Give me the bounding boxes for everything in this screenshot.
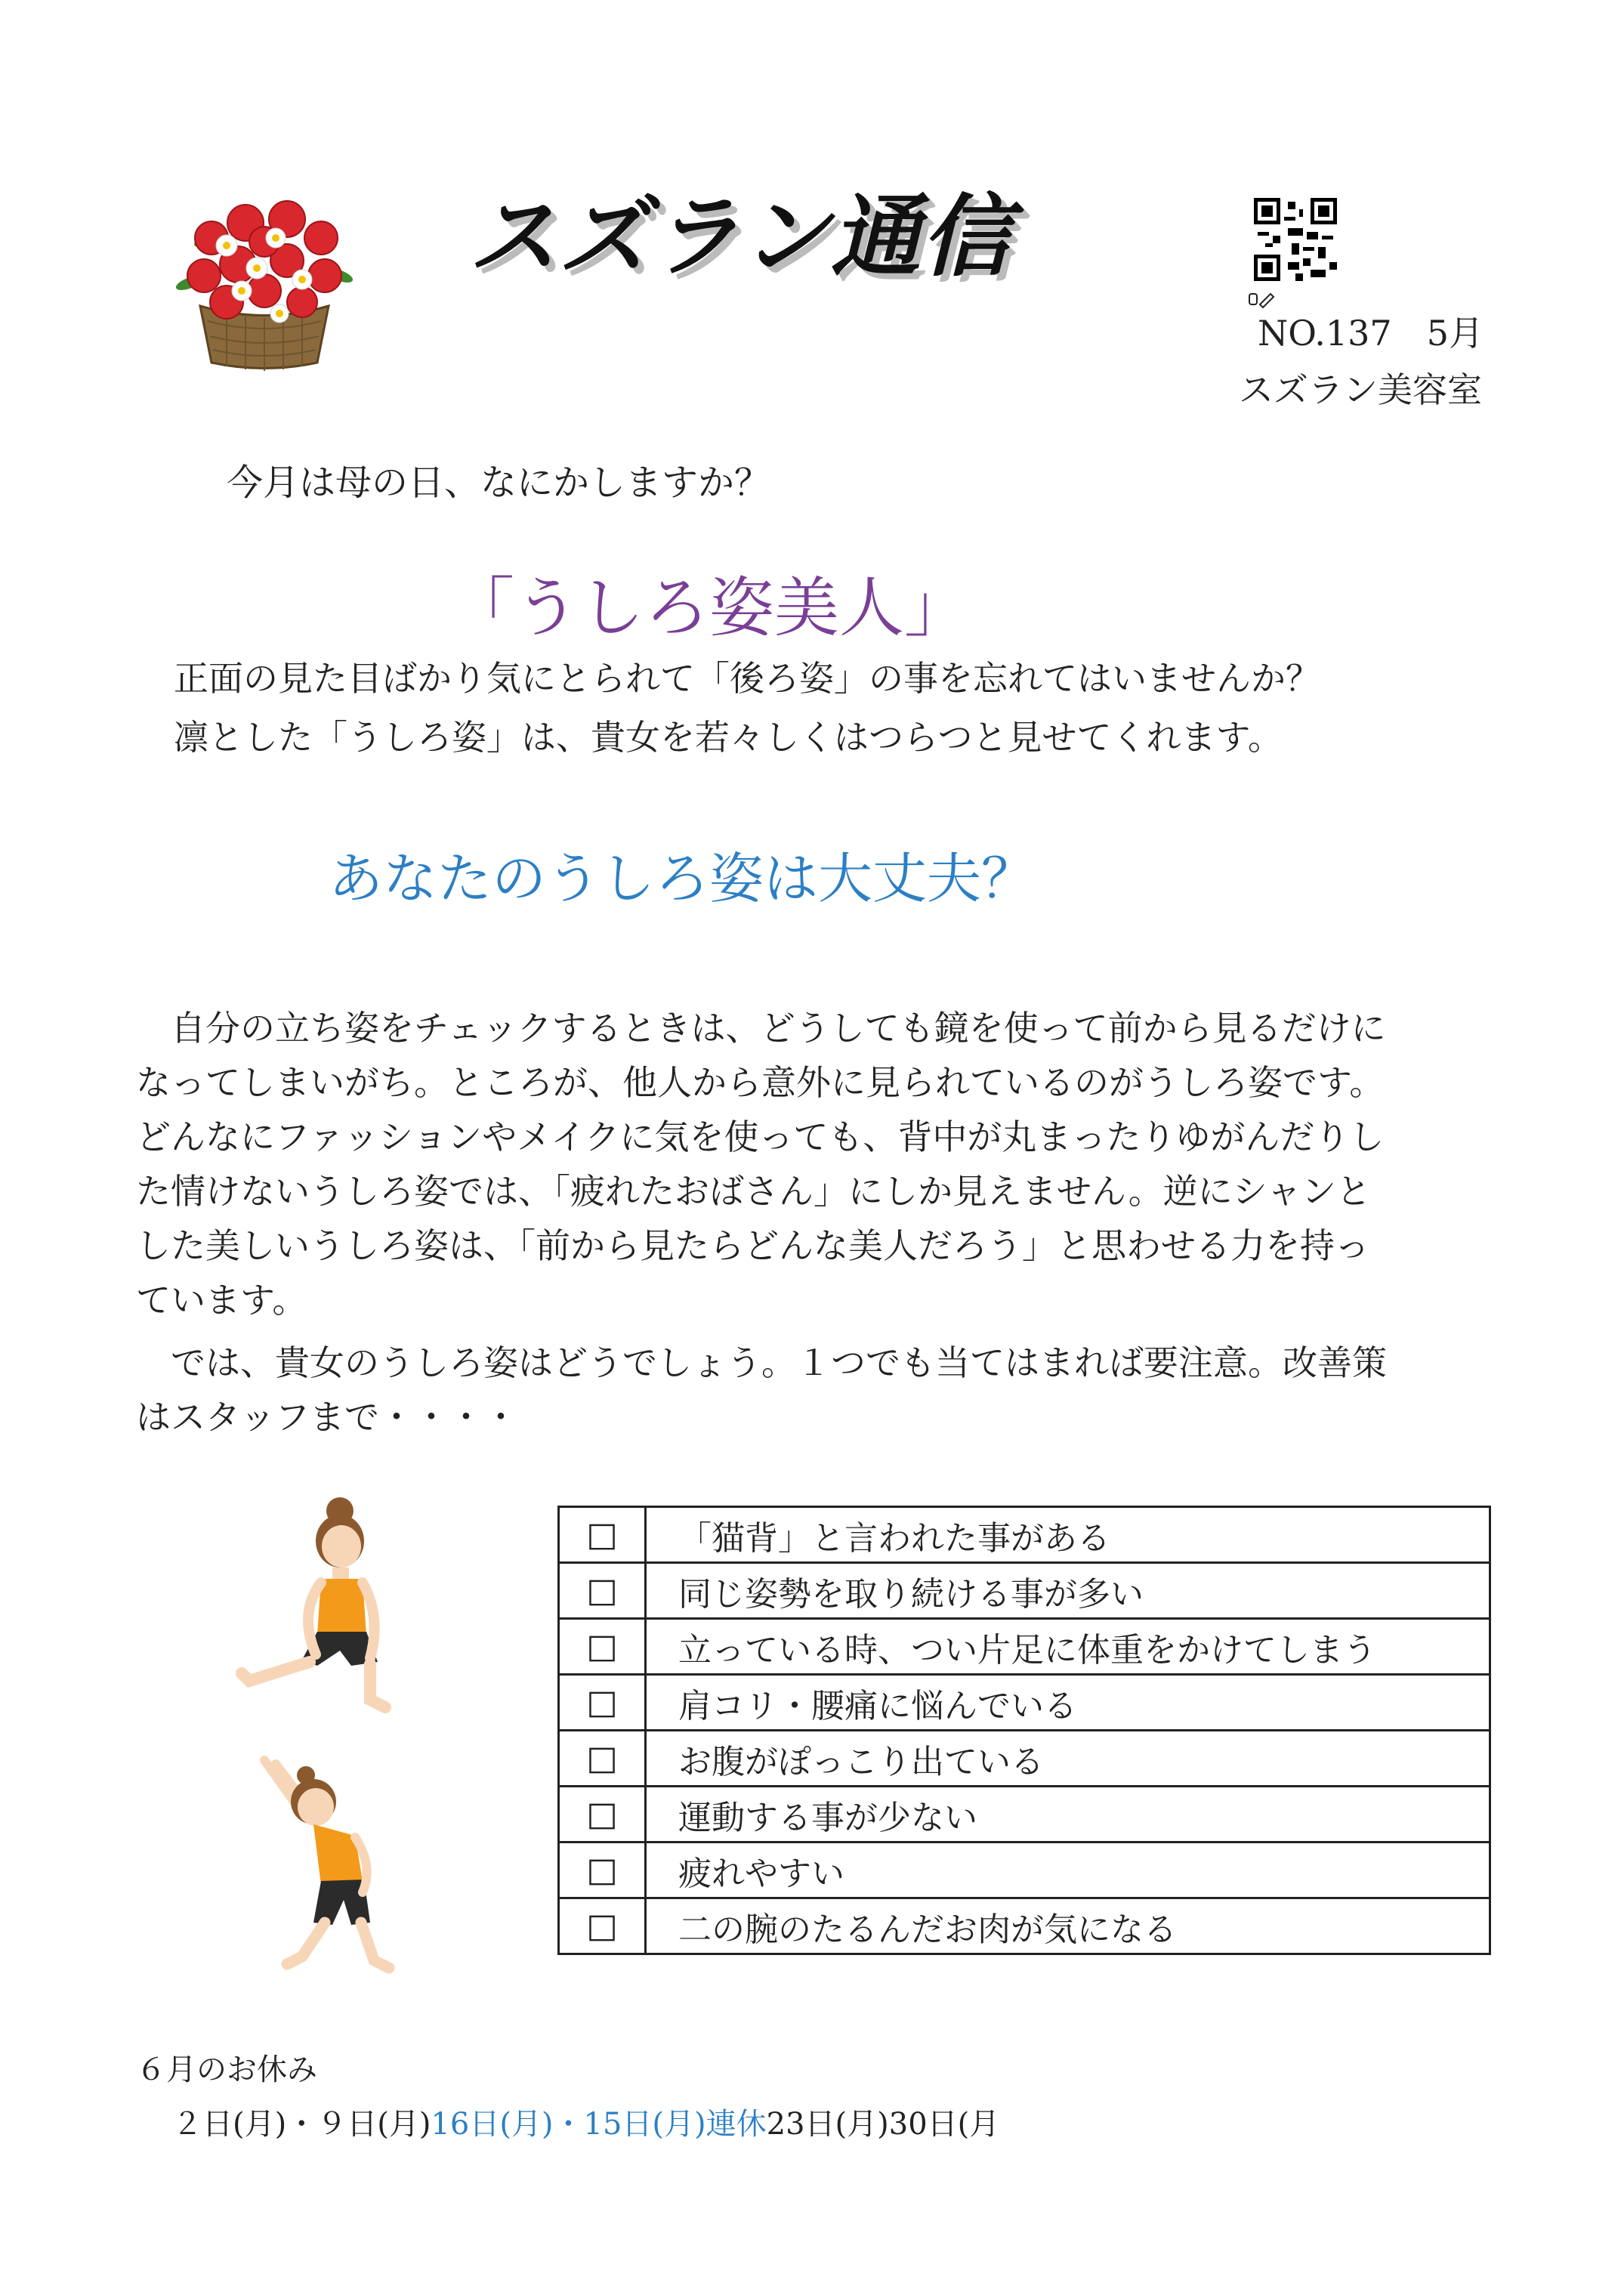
- checkbox[interactable]: □: [559, 1619, 646, 1675]
- body-line: はスタッフまで・・・・: [136, 1397, 518, 1438]
- checklist-row[interactable]: [559, 1619, 1490, 1675]
- holiday-consecutive-dates: 16日(月)・15日(月)連休: [431, 2107, 767, 2142]
- checklist-row[interactable]: [559, 1731, 1490, 1787]
- checkbox[interactable]: □: [559, 1842, 646, 1898]
- checklist-item-text: 運動する事が少ない: [646, 1787, 1490, 1842]
- checklist-item-text: 「猫背」と言われた事がある: [646, 1507, 1490, 1563]
- lead-paragraph: 正面の見た目ばかり気にとられて「後ろ姿」の事を忘れてはいませんか？: [174, 658, 1320, 699]
- checklist-item-text: 肩コリ・腰痛に悩んでいる: [646, 1675, 1490, 1731]
- checkbox[interactable]: □: [559, 1675, 646, 1731]
- checklist-item-text: 二の腕のたるんだお肉が気になる: [646, 1898, 1490, 1954]
- qr-code[interactable]: [1254, 198, 1337, 281]
- body-line: ています。: [136, 1280, 307, 1320]
- checkbox[interactable]: □: [559, 1898, 646, 1954]
- newsletter-title: スズラン通信: [468, 184, 1013, 289]
- checkbox[interactable]: □: [559, 1731, 646, 1787]
- holiday-dates: [172, 2100, 999, 2143]
- holiday-dates-part: ２日(月)・９日(月): [172, 2107, 431, 2142]
- flower-basket-illustration: [174, 193, 355, 374]
- checkbox[interactable]: □: [559, 1507, 646, 1563]
- checklist-item-text: 同じ姿勢を取り続ける事が多い: [646, 1563, 1490, 1619]
- holiday-dates-part: 23日(月)30日(月: [766, 2107, 1000, 2142]
- intro-text: 今月は母の日、なにかしますか？: [227, 462, 771, 504]
- body-line: では、貴女のうしろ姿はどうでしょう。１つでも当てはまれば要注意。改善策: [136, 1342, 1387, 1383]
- body-line: どんなにファッションやメイクに気を使っても、背中が丸まったりゆがんだりし: [136, 1117, 1385, 1157]
- stretching-woman-illustration: [249, 1753, 400, 1979]
- body-line: た情けないうしろ姿では、「疲れたおばさん」にしか見えません。逆にシャンと: [136, 1171, 1371, 1212]
- checklist-row[interactable]: [559, 1842, 1490, 1898]
- checklist-item-text: 疲れやすい: [646, 1842, 1490, 1898]
- stretching-woman-illustration: [227, 1492, 400, 1719]
- checklist-item-text: お腹がぽっこり出ている: [646, 1731, 1490, 1787]
- checkbox[interactable]: □: [559, 1563, 646, 1619]
- back-posture-checklist: [557, 1506, 1491, 1955]
- holiday-title: ６月のお休み: [136, 2053, 317, 2087]
- issue-number: NO.137 5月: [1258, 313, 1484, 354]
- checkbox[interactable]: □: [559, 1787, 646, 1842]
- section-heading: 「うしろ姿美人」: [449, 570, 969, 646]
- checklist-row[interactable]: [559, 1787, 1490, 1842]
- lead-paragraph: 凛とした「うしろ姿」は、貴女を若々しくはつらつと見せてくれます。: [174, 717, 1283, 758]
- checklist-item-text: 立っている時、つい片足に体重をかけてしまう: [646, 1619, 1490, 1675]
- checklist-row[interactable]: [559, 1563, 1490, 1619]
- body-line: した美しいうしろ姿は、「前から見たらどんな美人だろう」と思わせる力を持っ: [136, 1225, 1369, 1266]
- checklist-row[interactable]: [559, 1675, 1490, 1731]
- checklist-row[interactable]: [559, 1898, 1490, 1954]
- body-line: なってしまいがち。ところが、他人から意外に見られているのがうしろ姿です。: [136, 1062, 1385, 1103]
- shop-name: スズラン美容室: [1239, 369, 1482, 410]
- section-heading: あなたのうしろ姿は大丈夫？: [329, 847, 1036, 910]
- checklist-row[interactable]: [559, 1507, 1490, 1563]
- body-line: 自分の立ち姿をチェックするときは、どうしても鏡を使って前から見るだけに: [136, 1008, 1386, 1049]
